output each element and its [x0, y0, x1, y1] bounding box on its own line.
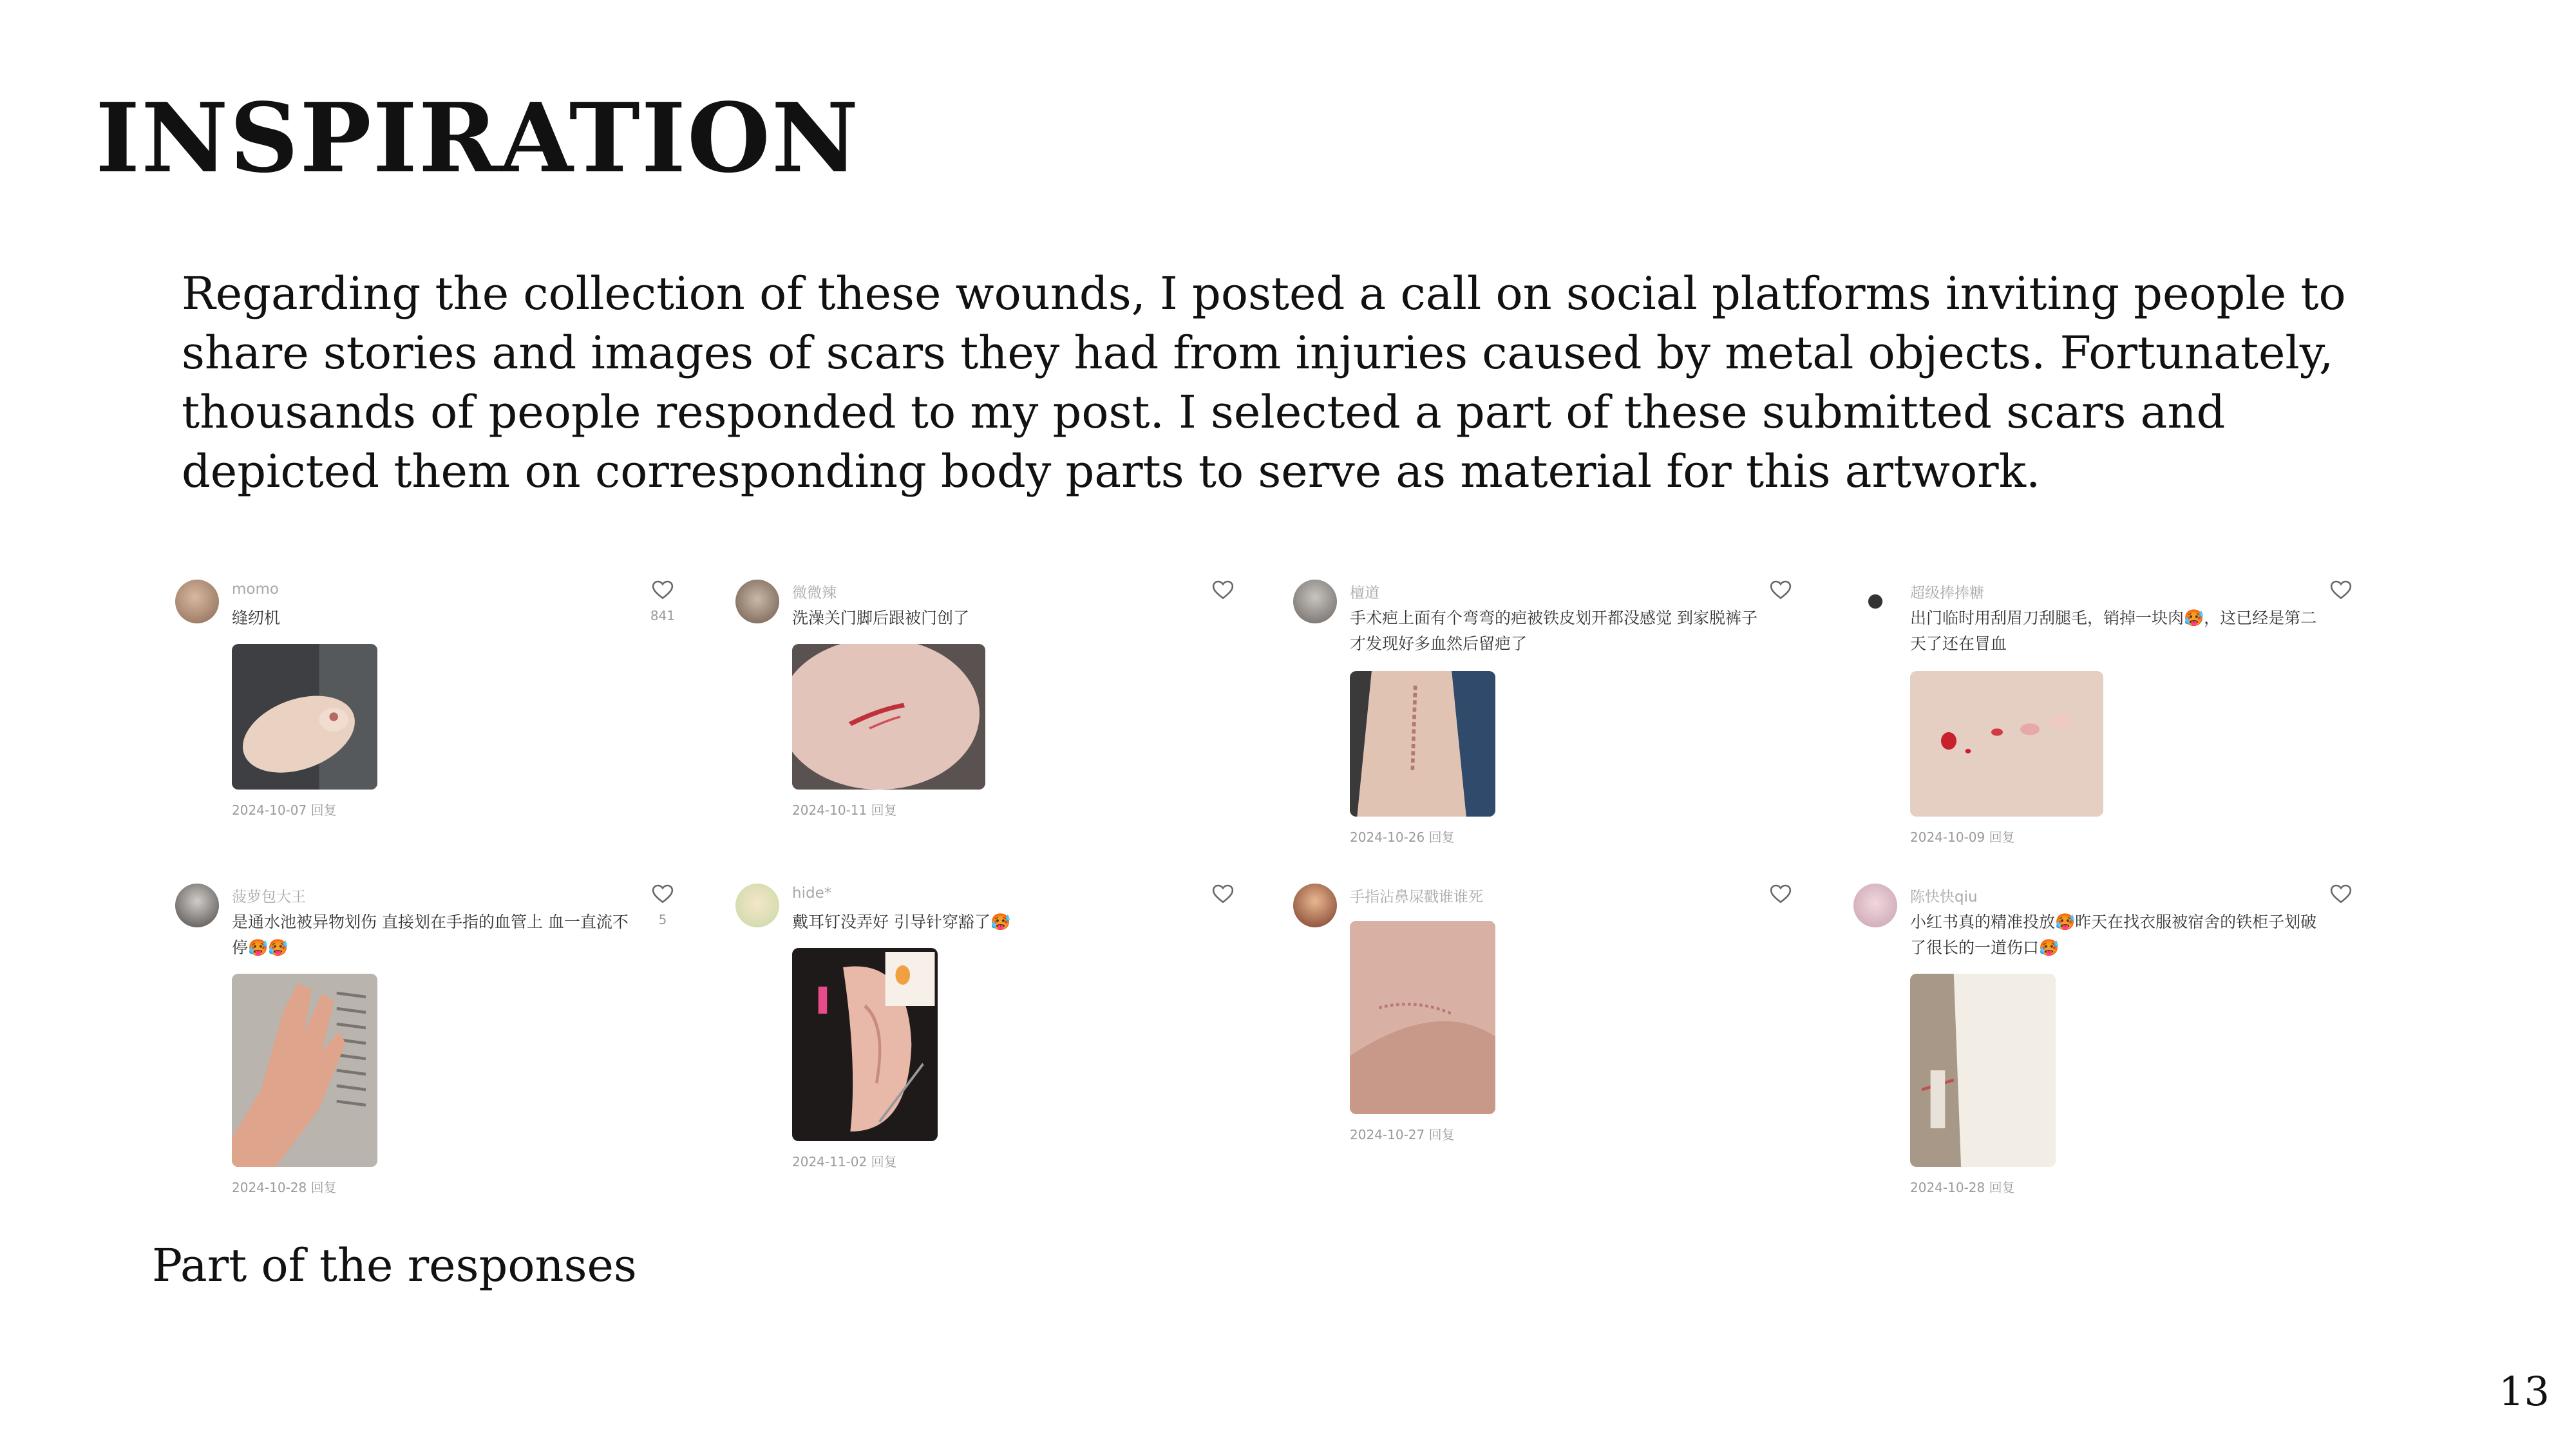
scar-photo[interactable]: [232, 974, 377, 1167]
comment-card: [175, 580, 703, 882]
scar-photo[interactable]: [792, 644, 985, 790]
comment-text: 小红书真的精准投放🥵昨天在找衣服被宿舍的铁柜子划破了很长的一道伤口🥵: [1910, 913, 2317, 957]
heart-icon[interactable]: [1212, 580, 1234, 600]
user-avatar: [1293, 580, 1337, 623]
heart-icon[interactable]: [652, 884, 674, 904]
comment-date: 2024-10-11 回复: [792, 802, 897, 818]
figure-caption: Part of the responses: [152, 1239, 637, 1292]
intro-paragraph: Regarding the collection of these wounds, I posted a call on social platforms inviting people to share stories and images of scars they had from injuries caused by metal objects. Fortunately, thousands of people responded to my post. I selected a part of these submitted scars and depicted them on corresponding body parts to serve as material for this artwork.: [182, 267, 2346, 498]
user-avatar: [1853, 884, 1897, 927]
comment-card: [735, 884, 1264, 1186]
comment-date: 2024-10-09 回复: [1910, 829, 2015, 845]
comment-username: 陈快快qiu: [1910, 889, 1978, 905]
like-count: 841: [650, 608, 676, 623]
comment-username: hide*: [792, 885, 832, 902]
like-count: 5: [658, 912, 667, 927]
comment-card: [1293, 884, 1821, 1186]
comment-text: 戴耳钉没弄好 引导针穿豁了🥵: [792, 913, 1011, 931]
heart-icon[interactable]: [652, 580, 674, 600]
user-avatar: [175, 580, 219, 623]
comment-text: 手术疤上面有个弯弯的疤被铁皮划开都没感觉 到家脱裤子才发现好多血然后留疤了: [1350, 609, 1757, 653]
comment-date: 2024-10-26 回复: [1350, 829, 1455, 845]
comment-card: [1293, 580, 1821, 882]
scar-photo[interactable]: [232, 644, 377, 790]
user-avatar: [735, 580, 779, 623]
slide-title: INSPIRATION: [95, 82, 860, 194]
comment-card: [1853, 580, 2382, 882]
comment-date: 2024-10-07 回复: [232, 802, 337, 818]
comment-username: 手指沾鼻屎戳谁谁死: [1350, 889, 1483, 905]
user-avatar: [1853, 580, 1897, 623]
heart-icon[interactable]: [1212, 884, 1234, 904]
page-number: 13: [2499, 1368, 2550, 1415]
comment-username: momo: [232, 581, 279, 598]
user-avatar: [1293, 884, 1337, 927]
scar-photo[interactable]: [1910, 974, 2056, 1167]
scar-photo[interactable]: [1350, 671, 1495, 817]
comment-text: 是通水池被异物划伤 直接划在手指的血管上 血一直流不停🥵🥵: [232, 913, 629, 957]
comment-username: 檀道: [1350, 585, 1379, 601]
comment-username: 超级捧捧糖: [1910, 585, 1984, 601]
comment-text: 出门临时用刮眉刀刮腿毛，销掉一块肉🥵，这已经是第二天了还在冒血: [1910, 609, 2317, 653]
comment-username: 微微辣: [792, 585, 837, 601]
comment-card: [1853, 884, 2382, 1195]
comment-date: 2024-10-27 回复: [1350, 1127, 1455, 1142]
heart-icon[interactable]: [1770, 884, 1792, 904]
scar-photo[interactable]: [1350, 921, 1495, 1114]
heart-icon[interactable]: [1770, 580, 1792, 600]
comment-username: 菠萝包大王: [232, 889, 306, 905]
user-avatar: [735, 884, 779, 927]
comment-text: 缝纫机: [232, 609, 281, 627]
comment-card: [735, 580, 1264, 882]
scar-photo[interactable]: [1910, 671, 2103, 817]
comment-card: [175, 884, 703, 1195]
heart-icon[interactable]: [2330, 580, 2352, 600]
comment-text: 洗澡关门脚后跟被门创了: [792, 609, 970, 627]
comment-date: 2024-11-02 回复: [792, 1154, 897, 1170]
comment-date: 2024-10-28 回复: [232, 1180, 337, 1195]
heart-icon[interactable]: [2330, 884, 2352, 904]
user-avatar: [175, 884, 219, 927]
comment-date: 2024-10-28 回复: [1910, 1180, 2015, 1195]
scar-photo[interactable]: [792, 948, 938, 1141]
